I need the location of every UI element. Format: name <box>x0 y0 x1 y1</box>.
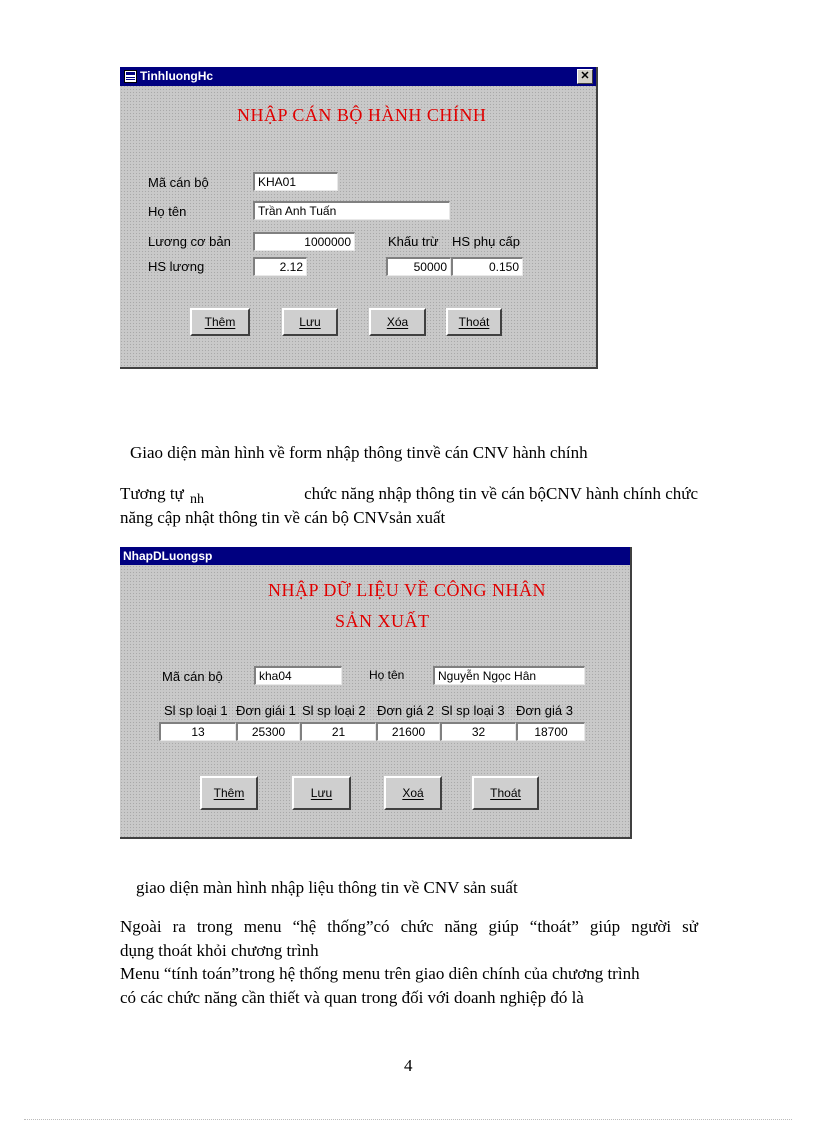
ho-ten-input[interactable]: Trần Anh Tuấn <box>253 201 450 220</box>
xoa-button[interactable]: Xóa <box>369 308 426 336</box>
thoat-button[interactable]: Thoát <box>472 776 539 810</box>
them-button[interactable]: Thêm <box>190 308 250 336</box>
paragraph-2-line-4: có các chức năng cần thiết và quan trong đối với doanh nghiệp đó là <box>120 988 584 1007</box>
window-titlebar[interactable] <box>120 67 596 86</box>
label-ma-can-bo: Mã cán bộ <box>162 669 223 684</box>
sl-sp-loai-3-input[interactable]: 32 <box>440 722 516 741</box>
label-hs-phu-cap: HS phụ cấp <box>452 234 520 249</box>
label-ho-ten: Họ tên <box>148 204 187 219</box>
paragraph-2-line-2: dụng thoát khỏi chương trình <box>120 941 319 960</box>
don-gia-2-input[interactable]: 21600 <box>376 722 440 741</box>
label-sl-sp-loai-1: Sl sp loại 1 <box>164 703 228 718</box>
luu-button[interactable]: Lưu <box>282 308 338 336</box>
paragraph-1-rest: chức năng nhập thông tin về cán bộCNV hành chính chức <box>304 484 698 503</box>
label-don-gia-3: Đơn giá 3 <box>516 703 573 718</box>
hs-luong-input[interactable]: 2.12 <box>253 257 307 276</box>
paragraph-1-line-1 <box>120 482 698 508</box>
label-don-gia-1: Đơn giái 1 <box>236 703 296 718</box>
window-title: NhapDLuongsp <box>123 549 213 563</box>
label-khau-tru: Khấu trừ <box>388 234 439 249</box>
luong-co-ban-input[interactable]: 1000000 <box>253 232 355 251</box>
paragraph-1-fragment: nh <box>190 492 205 507</box>
close-icon[interactable]: ✕ <box>577 69 593 84</box>
hs-phu-cap-input[interactable]: 0.150 <box>451 257 523 276</box>
ma-can-bo-input[interactable]: KHA01 <box>253 172 338 191</box>
label-sl-sp-loai-3: Sl sp loại 3 <box>441 703 505 718</box>
label-don-gia-2: Đơn giá 2 <box>377 703 434 718</box>
caption-form-hanh-chinh: Giao diện màn hình về form nhập thông tinvề cán CNV hành chính <box>130 443 588 462</box>
window-title: TinhluongHc <box>140 69 214 83</box>
ho-ten-input[interactable]: Nguyễn Ngọc Hân <box>433 666 585 685</box>
luu-button[interactable]: Lưu <box>292 776 351 810</box>
paragraph-1-line-2: năng cập nhật thông tin về cán bộ CNVsản xuất <box>120 508 446 527</box>
label-ma-can-bo: Mã cán bộ <box>148 175 209 190</box>
don-gia-1-input[interactable]: 25300 <box>236 722 300 741</box>
tinhluonghc-window <box>120 67 598 369</box>
them-button[interactable]: Thêm <box>200 776 258 810</box>
paragraph-2-line-1: Ngoài ra trong menu “hệ thống”có chức năng giúp “thoát” giúp người sử <box>120 917 698 936</box>
window-titlebar[interactable] <box>120 547 630 565</box>
khau-tru-input[interactable]: 50000 <box>386 257 451 276</box>
label-ho-ten: Họ tên <box>369 668 405 682</box>
thoat-button[interactable]: Thoát <box>446 308 502 336</box>
form-heading-line-1: NHẬP DỮ LIỆU VỀ CÔNG NHÂN <box>268 580 546 600</box>
nhapdluongsp-window <box>120 547 632 839</box>
page-bottom-divider <box>24 1119 792 1120</box>
label-hs-luong: HS lương <box>148 259 205 274</box>
sl-sp-loai-1-input[interactable]: 13 <box>159 722 236 741</box>
form-heading-line-2: SẢN XUẤT <box>335 611 430 631</box>
caption-form-san-xuat: giao diện màn hình nhập liệu thông tin về CNV sản suất <box>136 878 518 897</box>
label-luong-co-ban: Lương cơ bản <box>148 234 231 249</box>
ma-can-bo-input[interactable]: kha04 <box>254 666 342 685</box>
label-sl-sp-loai-2: Sl sp loại 2 <box>302 703 366 718</box>
paragraph-1-start: Tương tự <box>120 484 184 503</box>
form-heading: NHẬP CÁN BỘ HÀNH CHÍNH <box>237 105 487 125</box>
page-number: 4 <box>404 1056 413 1075</box>
sl-sp-loai-2-input[interactable]: 21 <box>300 722 376 741</box>
form-icon[interactable] <box>124 70 137 83</box>
paragraph-2-line-3: Menu “tính toán”trong hệ thống menu trên giao diên chính của chương trình <box>120 964 640 983</box>
xoa-button[interactable]: Xoá <box>384 776 442 810</box>
don-gia-3-input[interactable]: 18700 <box>516 722 585 741</box>
